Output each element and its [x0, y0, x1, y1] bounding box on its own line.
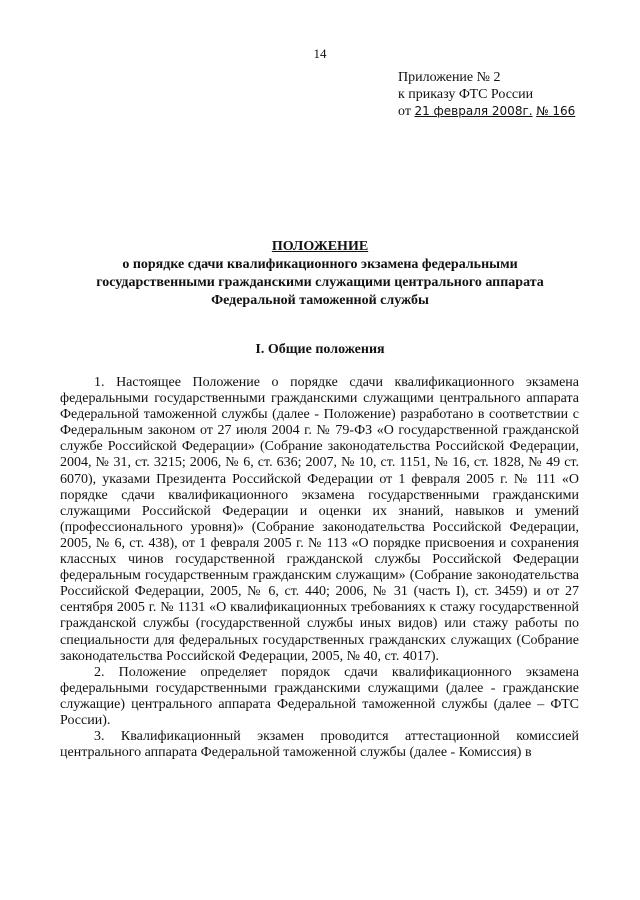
document-body — [60, 375, 579, 761]
paragraph-3: 3. Квалификационный экзамен проводится аттестационной комиссией центрального аппарата Федеральной таможенной службы (далее - Комиссия) в — [60, 729, 579, 761]
section-heading: I. Общие положения — [255, 342, 385, 357]
appendix-line-3 — [398, 103, 575, 120]
document-subtitle-line-2: государственными гражданскими служащими центрального аппарата — [96, 275, 544, 290]
appendix-date: 21 февраля 2008г. — [414, 104, 533, 118]
appendix-line-1: Приложение № 2 — [398, 70, 501, 85]
document-subtitle-line-3: Федеральной таможенной службы — [211, 293, 429, 308]
page-number: 14 — [313, 46, 327, 61]
appendix-date-prefix: от — [398, 104, 411, 119]
paragraph-2: 2. Положение определяет порядок сдачи квалификационного экзамена федеральными государственными гражданскими служащими (далее - гражданские служащие) центрального аппарата Федеральной таможенной службы (далее – ФТС России). — [60, 664, 579, 728]
appendix-order-number: № 166 — [536, 104, 576, 118]
appendix-line-2: к приказу ФТС России — [398, 87, 534, 102]
document-subtitle-line-1: о порядке сдачи квалификационного экзамена федеральными — [122, 257, 518, 272]
appendix-reference — [398, 69, 575, 120]
document-title: ПОЛОЖЕНИЕ — [271, 239, 369, 254]
paragraph-1: 1. Настоящее Положение о порядке сдачи квалификационного экзамена федеральными государственными гражданскими служащими центрального аппарата Федеральной таможенной службы (далее - Положение) разработано в соответствии с Федеральным законом от 27 июля 2004 г. № 79-ФЗ «О государственной гражданской службе Российской Федерации» (Собрание законодательства Российской Федерации, 2004, № 31, ст. 3215; 2006, № 6, ст. 636; 2007, № 10, ст. 1151, № 16, ст. 1828, № 49 ст. 6070), указами Президента Российской Федерации от 1 февраля 2005 г. № 111 «О порядке сдачи квалификационного экзамена государственными гражданскими служащими Российской Федерации и оценки их знаний, навыков и умений (профессионального уровня)» (Собрание законодательства Российской Федерации, 2005, № 6, ст. 438), от 1 февраля 2005 г. № 113 «О порядке присвоения и сохранения классных чинов государственной гражданской службы Российской Федерации федеральным государственным гражданским служащим» (Собрание законодательства Российской Федерации, 2005, № 6, ст. 440; 2006, № 31 (часть I), ст. 3459) и от 27 сентября 2005 г. № 1131 «О квалификационных требованиях к стажу государственной гражданской службы (государственной службы иных видов) или стажу работы по специальности для федеральных государственных гражданских служащих (Собрание законодательства Российской Федерации, 2005, № 40, ст. 4017). — [60, 375, 579, 664]
document-title-block — [60, 238, 580, 310]
